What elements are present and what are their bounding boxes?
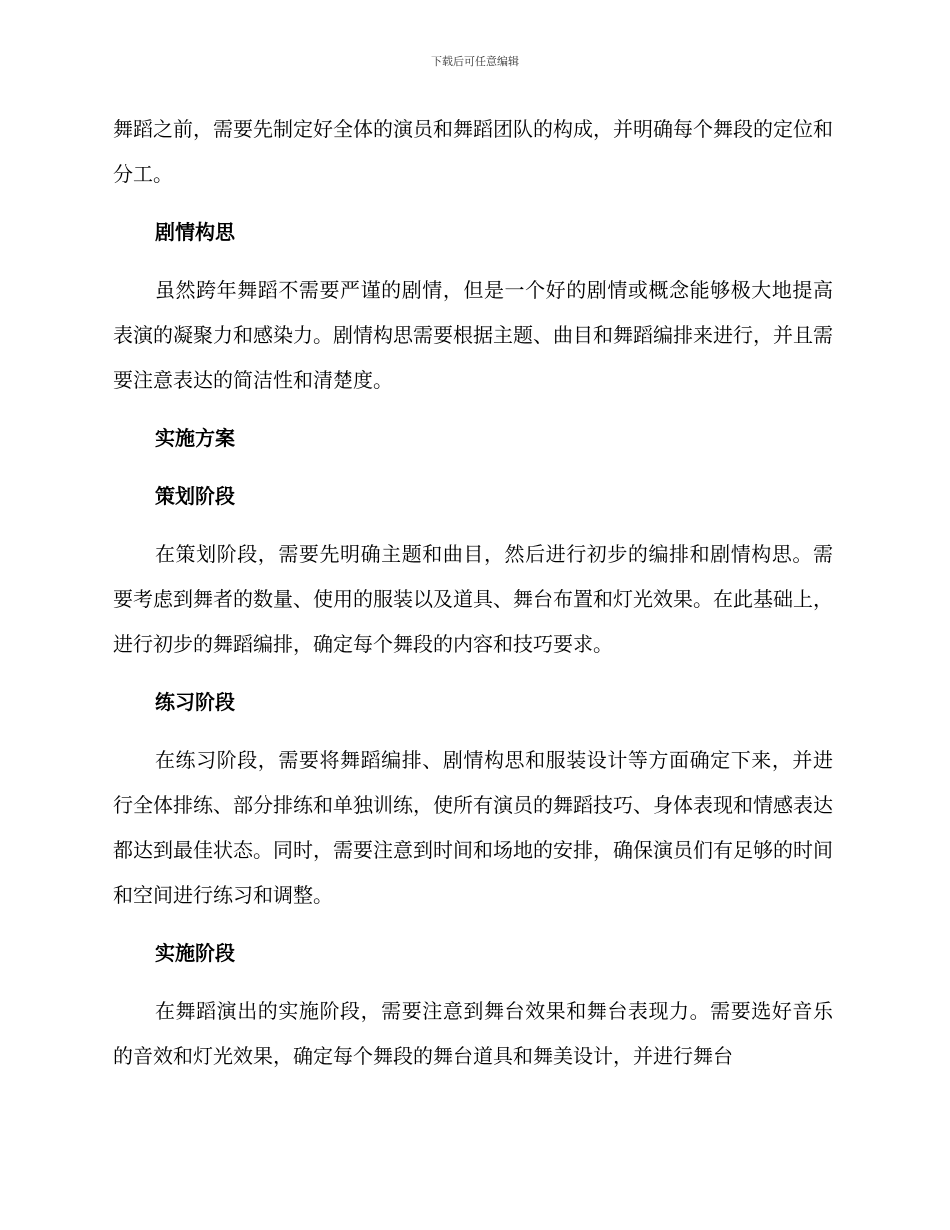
heading-practice-stage: 练习阶段 — [155, 690, 235, 714]
document-body — [113, 107, 833, 1079]
heading-plot-concept: 剧情构思 — [155, 220, 235, 244]
page-header: 下载后可任意编辑 — [431, 55, 519, 68]
heading-execution-stage: 实施阶段 — [155, 941, 235, 965]
paragraph-execution-stage: 在舞蹈演出的实施阶段，需要注意到舞台效果和舞台表现力。需要选好音乐的音效和灯光效果，确定每个舞段的舞台道具和舞美设计，并进行舞台 — [113, 999, 833, 1068]
paragraph-practice-stage: 在练习阶段，需要将舞蹈编排、剧情构思和服装设计等方面确定下来，并进行全体排练、部分排练和单独训练，使所有演员的舞蹈技巧、身体表现和情感表达都达到最佳状态。同时，需要注意到时间和场地的安排，确保演员们有足够的时间和空间进行练习和调整。 — [113, 748, 833, 907]
paragraph-plot-concept: 虽然跨年舞蹈不需要严谨的剧情，但是一个好的剧情或概念能够极大地提高表演的凝聚力和感染力。剧情构思需要根据主题、曲目和舞蹈编排来进行，并且需要注意表达的简洁性和清楚度。 — [113, 278, 833, 392]
heading-planning-stage: 策划阶段 — [155, 484, 235, 508]
paragraph-planning-stage: 在策划阶段，需要先明确主题和曲目，然后进行初步的编排和剧情构思。需要考虑到舞者的数量、使用的服装以及道具、舞台布置和灯光效果。在此基础上，进行初步的舞蹈编排，确定每个舞段的内容和技巧要求。 — [113, 542, 833, 656]
heading-implementation-plan: 实施方案 — [155, 426, 235, 450]
paragraph-team-composition: 舞蹈之前，需要先制定好全体的演员和舞蹈团队的构成，并明确每个舞段的定位和分工。 — [113, 117, 833, 186]
